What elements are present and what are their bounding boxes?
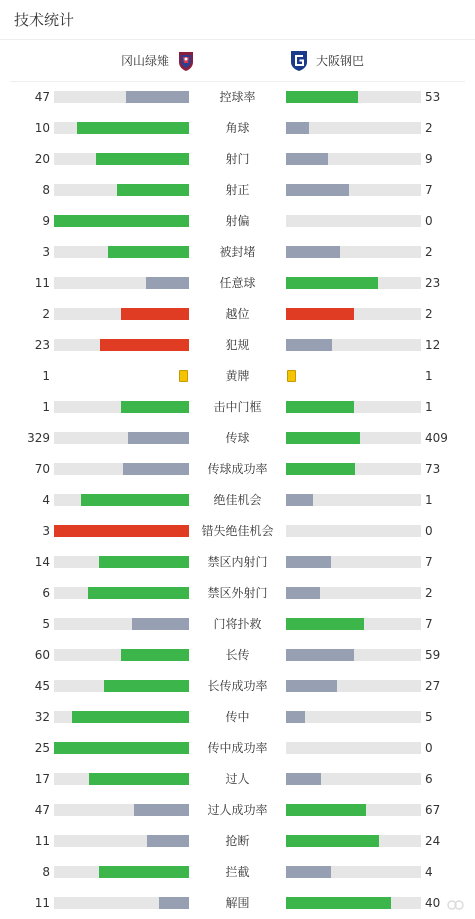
away-bar-fill	[286, 246, 340, 258]
away-bar-fill	[286, 711, 305, 723]
home-value: 47	[34, 803, 50, 817]
away-value: 409	[425, 431, 448, 445]
stat-row	[0, 268, 475, 299]
away-bar-track	[286, 91, 421, 103]
stat-label: 任意球	[219, 276, 256, 290]
okayama-crest-icon	[177, 50, 195, 72]
stat-row	[0, 299, 475, 330]
home-bar-track	[54, 835, 189, 847]
stat-row	[0, 237, 475, 268]
away-bar-track	[286, 184, 421, 196]
home-bar-track	[54, 649, 189, 661]
stat-row	[0, 795, 475, 826]
stat-label: 绝佳机会	[213, 493, 262, 507]
stat-row	[0, 764, 475, 795]
away-value: 27	[425, 679, 441, 693]
home-value: 25	[34, 741, 50, 755]
stat-label: 传球成功率	[207, 462, 268, 476]
away-bar-track	[286, 432, 421, 444]
home-team-name: 冈山绿雉	[120, 54, 169, 68]
stat-label: 射偏	[225, 214, 250, 228]
stat-label: 控球率	[219, 90, 256, 104]
home-value: 8	[42, 865, 50, 879]
away-bar-fill	[286, 897, 391, 909]
stats-list	[0, 82, 475, 919]
away-value: 1	[425, 400, 433, 414]
stat-label: 越位	[225, 307, 250, 321]
home-value: 11	[34, 276, 50, 290]
yellow-card-icon	[179, 370, 188, 382]
home-value: 3	[42, 245, 50, 259]
stat-label: 传中	[225, 710, 250, 724]
home-bar-fill	[104, 680, 189, 692]
stat-label: 射正	[225, 183, 250, 197]
home-value: 10	[34, 121, 50, 135]
stat-label: 角球	[225, 121, 250, 135]
home-bar-track	[54, 773, 189, 785]
stat-row	[0, 578, 475, 609]
home-bar-track	[54, 277, 189, 289]
home-bar-track	[54, 153, 189, 165]
away-bar-fill	[286, 835, 379, 847]
away-value: 9	[425, 152, 433, 166]
header	[0, 0, 475, 40]
away-bar-fill	[286, 432, 360, 444]
home-bar-fill	[123, 463, 189, 475]
home-bar-fill	[159, 897, 189, 909]
home-bar-fill	[54, 525, 189, 537]
home-bar-fill	[100, 339, 189, 351]
away-value: 6	[425, 772, 433, 786]
home-value: 23	[34, 338, 50, 352]
stat-row	[0, 82, 475, 113]
home-bar-fill	[99, 866, 189, 878]
stat-label: 解围	[225, 896, 250, 910]
away-bar-track	[286, 277, 421, 289]
away-value: 1	[425, 369, 433, 383]
stat-label: 长传	[225, 648, 250, 662]
away-value: 12	[425, 338, 441, 352]
away-value: 7	[425, 617, 433, 631]
home-value: 6	[42, 586, 50, 600]
home-bar-track	[54, 742, 189, 754]
away-value: 2	[425, 307, 433, 321]
home-bar-track	[54, 711, 189, 723]
stat-row	[0, 857, 475, 888]
stat-row	[0, 113, 475, 144]
home-bar-fill	[77, 122, 189, 134]
away-value: 23	[425, 276, 441, 290]
away-value: 2	[425, 245, 433, 259]
home-value: 1	[42, 400, 50, 414]
away-bar-track	[286, 587, 421, 599]
away-bar-track	[286, 711, 421, 723]
home-team[interactable]	[121, 40, 195, 81]
away-value: 67	[425, 803, 441, 817]
away-bar-track	[286, 463, 421, 475]
home-bar-fill	[128, 432, 189, 444]
stat-row	[0, 888, 475, 919]
stat-label: 过人	[225, 772, 250, 786]
home-value: 3	[42, 524, 50, 538]
away-value: 73	[425, 462, 441, 476]
away-value: 24	[425, 834, 441, 848]
home-bar-track	[54, 246, 189, 258]
away-bar-track	[286, 649, 421, 661]
stat-row	[0, 609, 475, 640]
home-bar-fill	[126, 91, 189, 103]
home-bar-fill	[88, 587, 189, 599]
home-value: 1	[42, 369, 50, 383]
stat-row	[0, 733, 475, 764]
away-bar-fill	[286, 618, 364, 630]
gamba-g-crest-icon	[290, 50, 308, 72]
away-value: 4	[425, 865, 433, 879]
away-bar-fill	[286, 680, 337, 692]
home-value: 70	[34, 462, 50, 476]
away-bar-fill	[286, 649, 354, 661]
home-bar-track	[54, 91, 189, 103]
away-bar-track	[286, 680, 421, 692]
home-bar-track	[54, 432, 189, 444]
stat-row	[0, 702, 475, 733]
away-bar-fill	[286, 308, 354, 320]
stat-label: 击中门框	[213, 400, 262, 414]
home-bar-track	[54, 401, 189, 413]
away-bar-track	[286, 401, 421, 413]
away-value: 0	[425, 524, 433, 538]
home-bar-track	[54, 897, 189, 909]
stat-label: 被封堵	[219, 245, 256, 259]
away-bar-track	[286, 556, 421, 568]
stat-row	[0, 175, 475, 206]
stat-label: 长传成功率	[207, 679, 268, 693]
teams-row	[10, 40, 465, 82]
home-bar-fill	[121, 649, 189, 661]
stat-row	[0, 671, 475, 702]
home-bar-track	[54, 618, 189, 630]
stat-label: 禁区外射门	[207, 586, 268, 600]
home-value: 32	[34, 710, 50, 724]
home-bar-fill	[121, 308, 189, 320]
home-value: 11	[34, 834, 50, 848]
home-bar-track	[54, 494, 189, 506]
home-bar-fill	[89, 773, 189, 785]
home-bar-fill	[81, 494, 189, 506]
stat-row	[0, 423, 475, 454]
away-bar-track	[286, 308, 421, 320]
away-value: 7	[425, 183, 433, 197]
home-bar-fill	[147, 835, 189, 847]
stat-row	[0, 547, 475, 578]
away-value: 59	[425, 648, 441, 662]
stat-label: 抢断	[225, 834, 250, 848]
home-bar-fill	[72, 711, 189, 723]
away-bar-track	[286, 835, 421, 847]
yellow-card-icon	[287, 370, 296, 382]
away-bar-fill	[286, 153, 328, 165]
stat-label: 犯规	[225, 338, 250, 352]
stat-label: 禁区内射门	[207, 555, 268, 569]
home-bar-fill	[134, 804, 189, 816]
stat-label: 过人成功率	[207, 803, 268, 817]
home-bar-track	[54, 215, 189, 227]
stat-label: 门将扑救	[213, 617, 262, 631]
home-value: 329	[27, 431, 50, 445]
stat-label: 传中成功率	[207, 741, 268, 755]
away-value: 0	[425, 741, 433, 755]
home-bar-fill	[99, 556, 189, 568]
away-bar-track	[286, 525, 421, 537]
away-bar-fill	[286, 773, 321, 785]
home-bar-track	[54, 866, 189, 878]
stat-row	[0, 392, 475, 423]
home-value: 60	[34, 648, 50, 662]
home-bar-fill	[54, 742, 189, 754]
home-bar-fill	[96, 153, 189, 165]
stat-label: 拦截	[225, 865, 250, 879]
stat-label: 黄牌	[225, 369, 250, 383]
home-bar-fill	[146, 277, 189, 289]
away-bar-fill	[286, 91, 358, 103]
away-value: 5	[425, 710, 433, 724]
home-bar-track	[54, 184, 189, 196]
stat-row	[0, 516, 475, 547]
home-bar-fill	[121, 401, 189, 413]
home-value: 9	[42, 214, 50, 228]
away-bar-fill	[286, 804, 366, 816]
home-bar-track	[54, 680, 189, 692]
home-value: 4	[42, 493, 50, 507]
away-bar-track	[286, 742, 421, 754]
home-value: 45	[34, 679, 50, 693]
away-bar-track	[286, 897, 421, 909]
away-bar-track	[286, 215, 421, 227]
home-bar-fill	[132, 618, 189, 630]
stat-row	[0, 144, 475, 175]
away-bar-fill	[286, 587, 320, 599]
away-bar-track	[286, 339, 421, 351]
away-value: 7	[425, 555, 433, 569]
away-bar-fill	[286, 339, 332, 351]
away-bar-fill	[286, 277, 378, 289]
away-bar-track	[286, 153, 421, 165]
away-bar-track	[286, 866, 421, 878]
stat-row	[0, 640, 475, 671]
stat-row	[0, 361, 475, 392]
stat-row	[0, 826, 475, 857]
stat-label: 传球	[225, 431, 250, 445]
away-team[interactable]	[290, 40, 364, 81]
home-value: 47	[34, 90, 50, 104]
away-value: 1	[425, 493, 433, 507]
away-bar-fill	[286, 122, 309, 134]
away-bar-track	[286, 246, 421, 258]
home-value: 11	[34, 896, 50, 910]
home-value: 2	[42, 307, 50, 321]
away-bar-track	[286, 773, 421, 785]
away-bar-track	[286, 618, 421, 630]
home-bar-fill	[108, 246, 189, 258]
home-bar-track	[54, 463, 189, 475]
stat-label: 射门	[225, 152, 250, 166]
home-bar-track	[54, 339, 189, 351]
home-value: 14	[34, 555, 50, 569]
page-title: 技术统计	[14, 11, 75, 29]
home-bar-track	[54, 122, 189, 134]
away-bar-fill	[286, 556, 331, 568]
home-value: 8	[42, 183, 50, 197]
stat-row	[0, 454, 475, 485]
home-bar-fill	[54, 215, 189, 227]
away-bar-track	[286, 804, 421, 816]
home-bar-track	[54, 804, 189, 816]
home-bar-track	[54, 308, 189, 320]
home-bar-fill	[117, 184, 189, 196]
away-bar-fill	[286, 184, 349, 196]
away-team-name: 大阪钢巴	[316, 54, 365, 68]
stat-row	[0, 206, 475, 237]
stat-label: 错失绝佳机会	[201, 524, 274, 538]
stat-row	[0, 485, 475, 516]
away-bar-track	[286, 122, 421, 134]
away-value: 2	[425, 121, 433, 135]
home-bar-track	[54, 556, 189, 568]
away-value: 40	[425, 896, 441, 910]
home-value: 5	[42, 617, 50, 631]
home-bar-track	[54, 525, 189, 537]
away-value: 0	[425, 214, 433, 228]
away-bar-fill	[286, 463, 355, 475]
home-value: 20	[34, 152, 50, 166]
away-bar-fill	[286, 494, 313, 506]
away-bar-fill	[286, 866, 331, 878]
home-bar-track	[54, 587, 189, 599]
away-value: 53	[425, 90, 441, 104]
watermark-icon	[447, 899, 465, 911]
away-bar-track	[286, 494, 421, 506]
stat-row	[0, 330, 475, 361]
home-value: 17	[34, 772, 50, 786]
away-value: 2	[425, 586, 433, 600]
away-bar-fill	[286, 401, 354, 413]
